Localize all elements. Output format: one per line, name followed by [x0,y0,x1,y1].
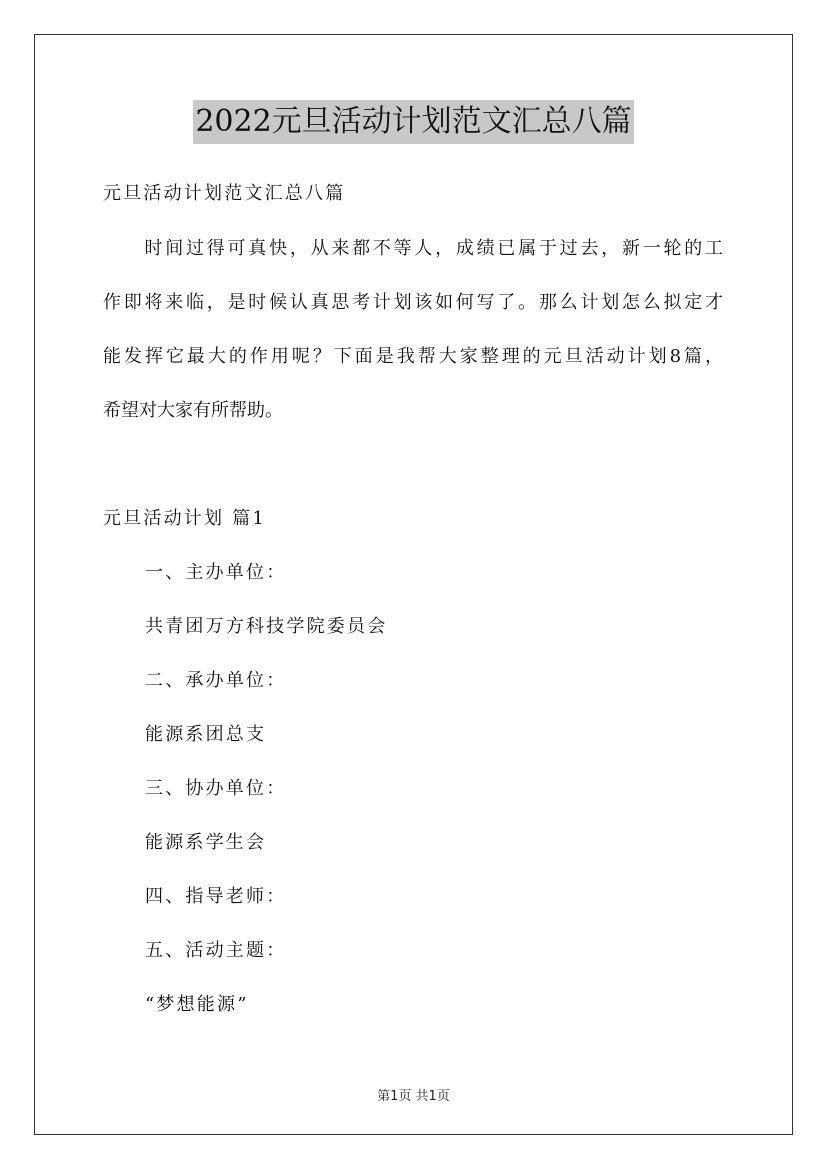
item-advisor-label: 四、指导老师： [145,886,287,907]
item-host-value: 能源系团总支 [145,724,267,745]
item-theme-label: 五、活动主题： [145,940,287,961]
item-host-label: 二、承办单位： [145,670,287,691]
document-subtitle: 元旦活动计划范文汇总八篇 [103,183,346,204]
intro-line-4: 希望对大家有所帮助。 [103,400,283,421]
item-co-organizer-value: 能源系学生会 [145,832,267,853]
intro-line-2: 作即将来临，是时候认真思考计划该如何写了。那么计划怎么拟定才 [103,292,723,313]
document-title: 2022元旦活动计划范文汇总八篇 [193,100,633,144]
document-title-wrap [0,100,827,144]
item-organizer-value: 共青团万方科技学院委员会 [145,616,388,637]
intro-line-3: 能发挥它最大的作用呢？下面是我帮大家整理的元旦活动计划8篇， [103,346,723,367]
item-co-organizer-label: 三、协办单位： [145,778,287,799]
item-organizer-label: 一、主办单位： [145,562,287,583]
section-heading: 元旦活动计划 篇1 [103,508,266,529]
item-theme-value: “梦想能源” [145,994,249,1015]
page-footer: 第1页 共1页 [377,1089,450,1104]
intro-line-1: 时间过得可真快，从来都不等人，成绩已属于过去，新一轮的工 [103,238,723,259]
